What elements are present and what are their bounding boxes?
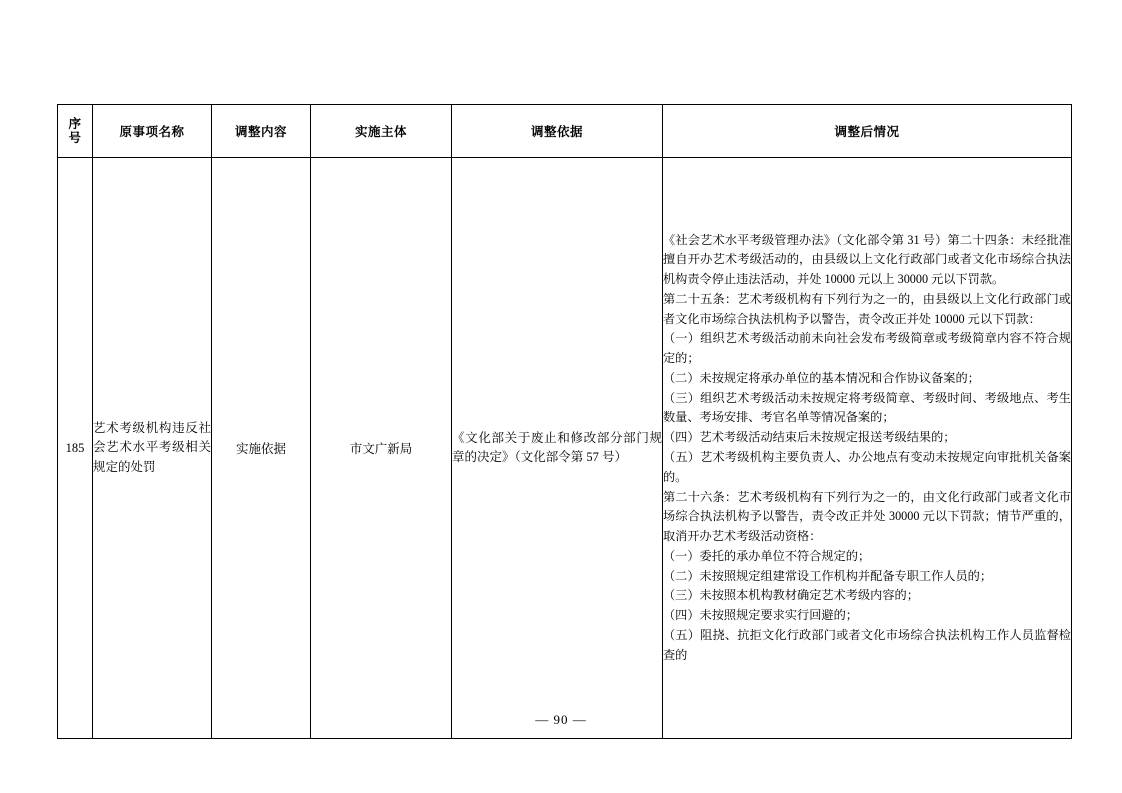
paragraph: （一）委托的承办单位不符合规定的； [663, 548, 871, 563]
paragraph: 《社会艺术水平考级管理办法》（文化部令第 31 号）第二十四条：未经批准擅自开办艺术考级活动的，由县级以上文化行政部门或者文化市场综合执法机构责令停止违法活动，并处 10000 元以上 30000 元以下罚款。 [663, 232, 1071, 287]
paragraph: （五）阻挠、抗拒文化行政部门或者文化市场综合执法机构工作人员监督检查的 [663, 627, 1071, 662]
adjustment-table [57, 104, 1072, 739]
paragraph: （三）未按照本机构教材确定艺术考级内容的； [663, 588, 919, 603]
cell-adjust-content: 实施依据 [212, 158, 311, 739]
column-header-adjust-basis: 调整依据 [452, 105, 663, 158]
paragraph: （四）艺术考级活动结束后未按规定报送考级结果的； [663, 430, 956, 445]
table-body [58, 158, 1072, 739]
after-adjust-paragraphs [663, 231, 1071, 666]
cell-sequence: 185 [58, 158, 93, 739]
table-header [58, 105, 1072, 158]
column-header-sequence-line2: 号 [68, 131, 82, 145]
paragraph: （一）组织艺术考级活动前未向社会发布考级简章或考级简章内容不符合规定的； [663, 331, 1071, 366]
cell-implementing-subject: 市文广新局 [311, 158, 452, 739]
table-row [58, 158, 1072, 739]
paragraph: （三）组织艺术考级活动未按规定将考级简章、考级时间、考级地点、考生数量、考场安排、考官名单等情况备案的； [663, 390, 1071, 425]
column-header-implementing-subject: 实施主体 [311, 105, 452, 158]
column-header-adjust-content: 调整内容 [212, 105, 311, 158]
cell-original-item-name: 艺术考级机构违反社会艺术水平考级相关规定的处罚 [93, 158, 212, 739]
paragraph: （二）未按照规定组建常设工作机构并配备专职工作人员的； [663, 568, 993, 583]
paragraph: （五）艺术考级机构主要负责人、办公地点有变动未按规定向审批机关备案的。 [663, 450, 1071, 484]
page-number: — 90 — [535, 712, 587, 727]
column-header-sequence [58, 105, 93, 158]
paragraph: （四）未按照规定要求实行回避的； [663, 608, 858, 623]
column-header-after-adjust: 调整后情况 [663, 105, 1072, 158]
paragraph: （二）未按规定将承办单位的基本情况和合作协议备案的； [663, 370, 980, 385]
column-header-sequence-line1: 序 [68, 117, 82, 131]
cell-after-adjust [663, 158, 1072, 739]
cell-adjust-basis: 《文化部关于废止和修改部分部门规章的决定》（文化部令第 57 号） [452, 158, 663, 739]
paragraph: 第二十六条：艺术考级机构有下列行为之一的，由文化行政部门或者文化市场综合执法机构予以警告，责令改正并处 30000 元以下罚款；情节严重的，取消开办艺术考级活动资格： [663, 489, 1071, 544]
paragraph: 第二十五条：艺术考级机构有下列行为之一的，由县级以上文化行政部门或者文化市场综合执法机构予以警告，责令改正并处 10000 元以下罚款： [663, 291, 1071, 326]
column-header-original-item-name: 原事项名称 [93, 105, 212, 158]
table-header-row [58, 105, 1072, 158]
